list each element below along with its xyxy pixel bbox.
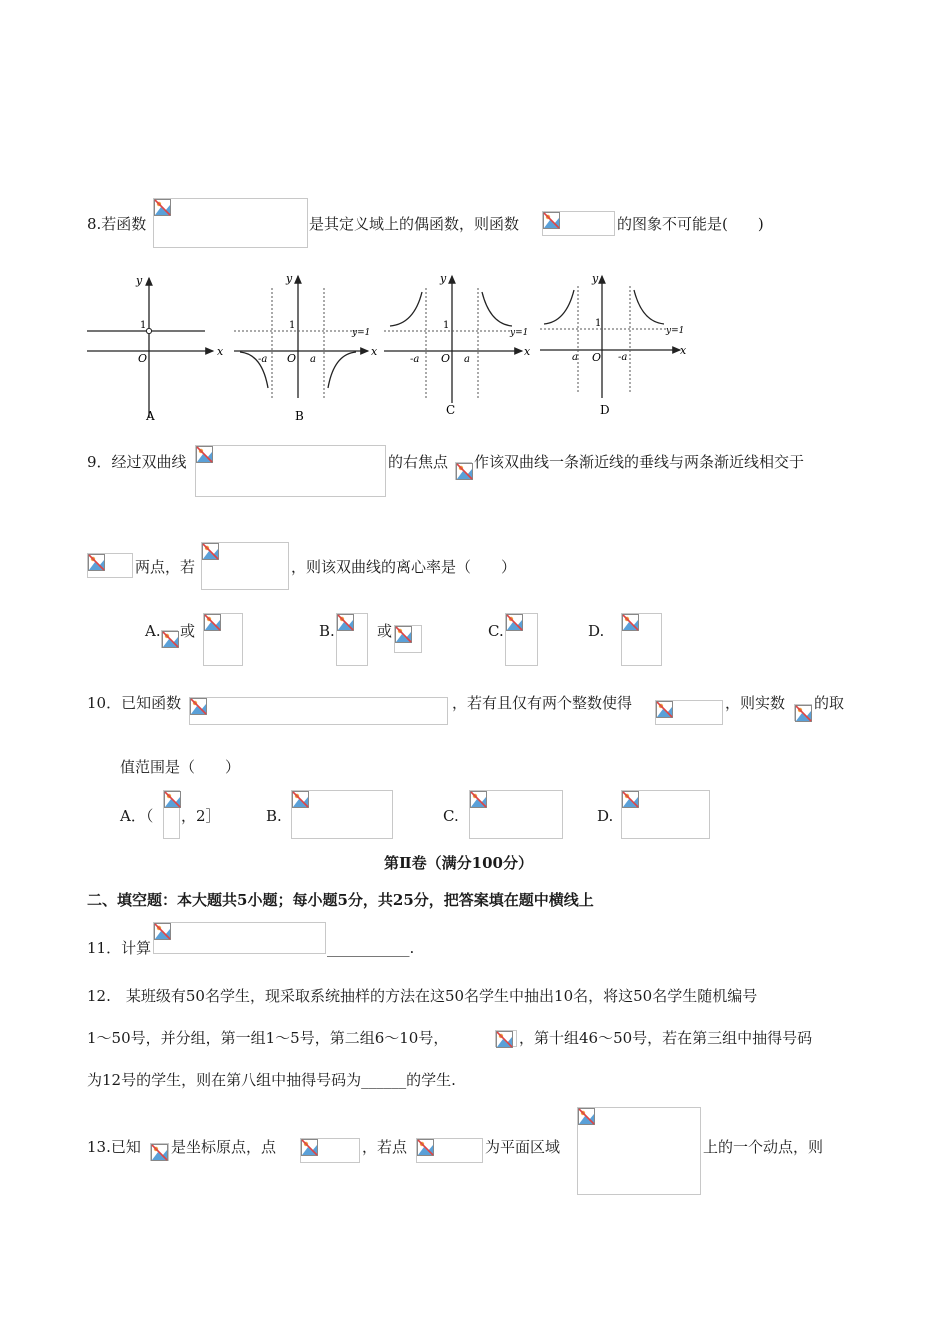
y-axis-label: y bbox=[440, 272, 447, 285]
option-d-label: D. bbox=[597, 807, 614, 825]
q13-b: ，若点 bbox=[362, 1138, 408, 1156]
option-a-or: 或 bbox=[180, 622, 196, 640]
formula-image bbox=[163, 790, 180, 839]
q9-prefix: 9．经过双曲线 bbox=[87, 453, 187, 471]
section-title: 第Ⅱ卷（满分100分） bbox=[384, 854, 533, 872]
option-c-label: C. bbox=[443, 807, 459, 825]
option-b-or: 或 bbox=[377, 622, 393, 640]
x-axis-label: x bbox=[217, 345, 224, 358]
option-a-tail: ，2］ bbox=[181, 807, 221, 825]
formula-image bbox=[505, 613, 538, 666]
pos-a-label: a bbox=[464, 354, 470, 365]
broken-image-icon bbox=[204, 614, 221, 631]
q13-suffix: 上的一个动点，则 bbox=[703, 1138, 824, 1156]
broken-image-icon bbox=[292, 791, 309, 808]
formula-image bbox=[201, 542, 289, 590]
origin-label: O bbox=[441, 352, 451, 365]
q10-line2: 值范围是（ ） bbox=[120, 758, 241, 776]
q11-suffix: ___________. bbox=[327, 939, 415, 957]
graph-label: C bbox=[446, 403, 456, 417]
section-heading: 二、填空题：本大题共5小题；每小题5分，共25分，把答案填在题中横线上 bbox=[87, 891, 594, 909]
graph-c bbox=[382, 268, 530, 423]
q9-line2-b: ，则该双曲线的离心率是（ ） bbox=[291, 558, 517, 576]
y-axis-label: y bbox=[286, 272, 293, 285]
origin-label: O bbox=[592, 351, 602, 364]
formula-image bbox=[300, 1138, 360, 1163]
broken-image-icon bbox=[202, 543, 219, 560]
asymptote-label: y=1 bbox=[510, 328, 529, 338]
formula-image bbox=[794, 704, 812, 721]
formula-image bbox=[455, 462, 472, 480]
broken-image-icon bbox=[154, 199, 171, 216]
q13-prefix: 13.已知 bbox=[87, 1138, 141, 1156]
x-axis-label: x bbox=[371, 345, 377, 358]
broken-image-icon bbox=[301, 1139, 318, 1156]
graph-label: A bbox=[146, 409, 155, 423]
broken-image-icon bbox=[417, 1139, 434, 1156]
formula-image bbox=[469, 790, 563, 839]
q13-a: 是坐标原点，点 bbox=[171, 1138, 277, 1156]
asymptote-label: y=1 bbox=[666, 326, 685, 336]
q10-suffix: 的取 bbox=[814, 694, 845, 712]
broken-image-icon bbox=[456, 463, 473, 480]
q9-mid: 的右焦点 bbox=[388, 453, 449, 471]
option-a-label: A. bbox=[145, 622, 161, 640]
formula-image bbox=[655, 700, 723, 725]
y-axis-label: y bbox=[136, 274, 143, 287]
x-axis-label: x bbox=[524, 345, 530, 358]
one-label: 1 bbox=[595, 318, 602, 329]
formula-image bbox=[153, 198, 308, 248]
q10-mid2: ，则实数 bbox=[725, 694, 786, 712]
broken-image-icon bbox=[162, 631, 179, 648]
formula-image bbox=[495, 1030, 517, 1047]
formula-image bbox=[577, 1107, 701, 1195]
formula-image bbox=[153, 922, 326, 954]
graph-label: B bbox=[295, 409, 304, 423]
neg-a-label: -a bbox=[258, 354, 268, 365]
broken-image-icon bbox=[151, 1144, 168, 1161]
broken-image-icon bbox=[196, 446, 213, 463]
formula-image bbox=[161, 630, 178, 648]
graph-label: D bbox=[600, 403, 610, 417]
q10-prefix: 10．已知函数 bbox=[87, 694, 182, 712]
broken-image-icon bbox=[543, 212, 560, 229]
broken-image-icon bbox=[578, 1108, 595, 1125]
broken-image-icon bbox=[622, 614, 639, 631]
graph-b bbox=[232, 268, 377, 423]
broken-image-icon bbox=[496, 1031, 513, 1048]
formula-image bbox=[189, 697, 448, 725]
q12-line3: 为12号的学生，则在第八组中抽得号码为______的学生. bbox=[87, 1071, 456, 1089]
broken-image-icon bbox=[337, 614, 354, 631]
option-d-label: D. bbox=[588, 622, 605, 640]
option-a-label: A．（ bbox=[120, 807, 154, 825]
pos-a-label: a bbox=[310, 354, 316, 365]
broken-image-icon bbox=[164, 791, 181, 808]
asymptote-label: y=1 bbox=[352, 328, 371, 338]
option-c-label: C. bbox=[488, 622, 504, 640]
q12-line2-a: 1～50号，并分组，第一组1～5号，第二组6～10号， bbox=[87, 1029, 449, 1047]
q8-suffix: 的图象不可能是( ) bbox=[617, 215, 764, 233]
formula-image bbox=[394, 625, 422, 653]
neg-a-label: -a bbox=[618, 352, 628, 363]
x-axis-label: x bbox=[680, 344, 687, 357]
formula-image bbox=[291, 790, 393, 839]
option-b-label: B. bbox=[319, 622, 335, 640]
q12-line2-b: ，第十组46～50号，若在第三组中抽得号码 bbox=[519, 1029, 813, 1047]
y-axis-label: y bbox=[592, 272, 599, 285]
broken-image-icon bbox=[470, 791, 487, 808]
graph-a bbox=[85, 268, 225, 423]
option-b-label: B. bbox=[266, 807, 282, 825]
graph-d bbox=[538, 268, 688, 423]
broken-image-icon bbox=[795, 705, 812, 722]
formula-image bbox=[416, 1138, 483, 1163]
formula-image bbox=[336, 613, 368, 666]
formula-image bbox=[195, 445, 386, 497]
one-label: 1 bbox=[140, 320, 147, 331]
formula-image bbox=[150, 1143, 169, 1161]
broken-image-icon bbox=[154, 923, 171, 940]
broken-image-icon bbox=[395, 626, 412, 643]
broken-image-icon bbox=[506, 614, 523, 631]
broken-image-icon bbox=[656, 701, 673, 718]
formula-image bbox=[542, 211, 615, 236]
q8-prefix: 8.若函数 bbox=[87, 215, 147, 233]
pos-a-label: a bbox=[572, 352, 578, 363]
q9-line2-a: 两点，若 bbox=[135, 558, 196, 576]
neg-a-label: -a bbox=[410, 354, 420, 365]
q13-c: 为平面区域 bbox=[485, 1138, 561, 1156]
q12-line1: 12. 某班级有50名学生，现采取系统抽样的方法在这50名学生中抽出10名，将这50名学生随机编号 bbox=[87, 987, 758, 1005]
q10-mid: ，若有且仅有两个整数使得 bbox=[452, 694, 633, 712]
q11-prefix: 11．计算 bbox=[87, 939, 152, 957]
formula-image bbox=[87, 553, 133, 578]
broken-image-icon bbox=[88, 554, 105, 571]
formula-image bbox=[203, 613, 243, 666]
broken-image-icon bbox=[622, 791, 639, 808]
formula-image bbox=[621, 790, 710, 839]
origin-label: O bbox=[287, 352, 297, 365]
q8-mid: 是其定义域上的偶函数，则函数 bbox=[309, 215, 520, 233]
origin-label: O bbox=[138, 352, 148, 365]
one-label: 1 bbox=[289, 320, 296, 331]
one-label: 1 bbox=[443, 320, 450, 331]
formula-image bbox=[621, 613, 662, 666]
broken-image-icon bbox=[190, 698, 207, 715]
q9-suffix: 作该双曲线一条渐近线的垂线与两条渐近线相交于 bbox=[474, 453, 805, 471]
